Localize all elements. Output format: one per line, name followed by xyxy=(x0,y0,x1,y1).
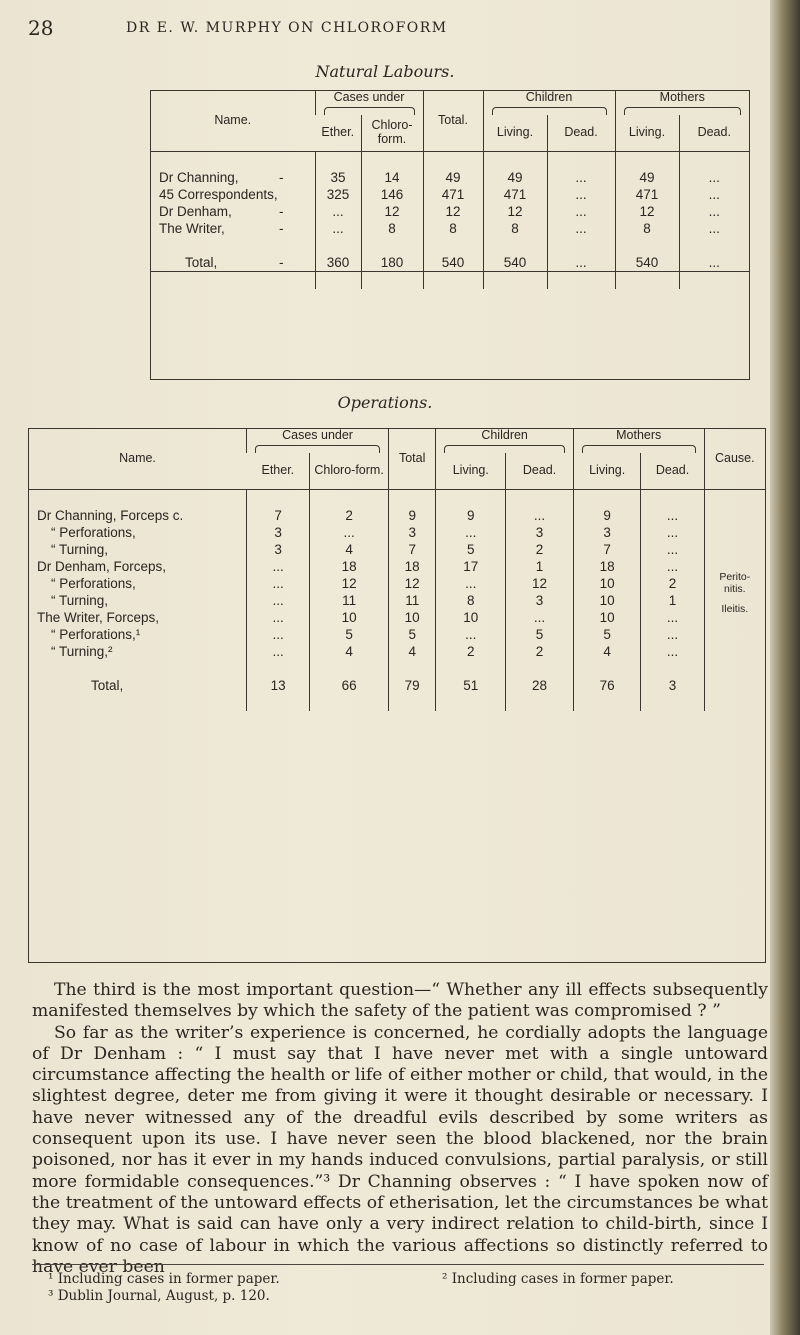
ether-cell: ... xyxy=(247,592,310,609)
spacer-cell xyxy=(506,489,574,507)
spacer-cell xyxy=(389,489,436,507)
table-row xyxy=(151,203,749,220)
spacer-cell xyxy=(704,694,765,711)
body-text xyxy=(32,980,768,1278)
leader-dash: - xyxy=(279,169,284,185)
spacer-cell xyxy=(615,237,679,254)
brace xyxy=(444,445,565,453)
children-dead-header: Dead. xyxy=(547,115,615,151)
ether-header: Ether. xyxy=(261,462,295,477)
row-name: “ Perforations, xyxy=(51,575,136,591)
row-name-text: Total, xyxy=(185,254,218,270)
table-row xyxy=(29,592,765,609)
leader-dash: - xyxy=(279,254,284,270)
spacer-cell xyxy=(389,660,436,677)
children-dead-cell: 28 xyxy=(506,677,574,694)
total-cell: 18 xyxy=(389,558,436,575)
spacer-cell xyxy=(423,271,483,289)
total-cell: 471 xyxy=(423,186,483,203)
spacer-cell xyxy=(436,694,506,711)
ether-cell: ... xyxy=(247,558,310,575)
children-living-cell: 12 xyxy=(483,203,547,220)
mothers-dead-cell: 1 xyxy=(641,592,704,609)
children-header: Children xyxy=(436,429,574,453)
total-row xyxy=(151,254,749,272)
row-name-text: The Writer, xyxy=(159,220,225,236)
page-edge xyxy=(770,0,800,1335)
row-name-text: 45 Correspondents, xyxy=(159,186,278,202)
spacer-cell xyxy=(315,271,361,289)
total-cell: 12 xyxy=(389,575,436,592)
spacer-cell xyxy=(704,489,765,507)
row-name xyxy=(151,186,315,203)
table-row xyxy=(151,169,749,186)
mothers-living-cell: 9 xyxy=(573,507,641,524)
row-name: “ Perforations,¹ xyxy=(51,626,141,642)
mothers-header: Mothers xyxy=(615,91,749,115)
mothers-living-cell: 5 xyxy=(573,626,641,643)
brace xyxy=(492,107,607,115)
chloroform-cell: 146 xyxy=(361,186,423,203)
children-living-cell: ... xyxy=(436,524,506,541)
mothers-living-header: Living. xyxy=(573,453,641,489)
total-cell: 5 xyxy=(389,626,436,643)
total-cell: 8 xyxy=(423,220,483,237)
children-living-cell: 17 xyxy=(436,558,506,575)
chloroform-header: Chloro-form. xyxy=(310,453,389,489)
spacer-cell xyxy=(573,660,641,677)
brace xyxy=(255,445,380,453)
cases-under-header: Cases under xyxy=(315,91,423,115)
spacer-cell xyxy=(247,660,310,677)
running-head xyxy=(28,16,748,42)
table-row xyxy=(151,220,749,237)
spacer-cell xyxy=(423,237,483,254)
children-living-header: Living. xyxy=(483,115,547,151)
chloroform-cell: 2 xyxy=(310,507,389,524)
total-cell: 9 xyxy=(389,507,436,524)
children-living-cell: 8 xyxy=(436,592,506,609)
spacer-cell xyxy=(247,694,310,711)
ether-cell: 35 xyxy=(315,169,361,186)
spacer-cell xyxy=(29,660,247,677)
spacer-cell xyxy=(310,489,389,507)
mothers-living-cell: 3 xyxy=(573,524,641,541)
row-name: Dr Channing, Forceps c. xyxy=(37,507,184,523)
row-name: “ Turning, xyxy=(51,592,109,608)
chloroform-cell: 14 xyxy=(361,169,423,186)
total-cell: 49 xyxy=(423,169,483,186)
ether-cell: ... xyxy=(247,626,310,643)
chloroform-cell: 66 xyxy=(310,677,389,694)
children-dead-cell: 12 xyxy=(506,575,574,592)
children-dead-cell: ... xyxy=(547,254,615,272)
spacer-cell xyxy=(361,271,423,289)
children-header: Children xyxy=(483,91,615,115)
brace xyxy=(324,107,415,115)
row-name: Dr Denham, Forceps, xyxy=(37,558,167,574)
ether-cell: ... xyxy=(247,575,310,592)
mothers-living-cell: 540 xyxy=(615,254,679,272)
mothers-dead-cell: ... xyxy=(641,609,704,626)
spacer-cell xyxy=(547,237,615,254)
natural-labours-table xyxy=(151,91,749,289)
children-dead-cell: 3 xyxy=(506,524,574,541)
cases-under-header: Cases under xyxy=(247,429,389,453)
spacer-cell xyxy=(151,271,315,289)
children-dead-cell: 3 xyxy=(506,592,574,609)
chloroform-cell: 5 xyxy=(310,626,389,643)
spacer-cell xyxy=(506,694,574,711)
children-dead-cell: 2 xyxy=(506,541,574,558)
mothers-header: Mothers xyxy=(573,429,704,453)
spacer-cell xyxy=(679,271,749,289)
page-number: 28 xyxy=(28,16,54,40)
chloroform-cell: 12 xyxy=(310,575,389,592)
children-dead-cell: ... xyxy=(506,507,574,524)
chloroform-cell: ... xyxy=(310,524,389,541)
chloroform-cell: 4 xyxy=(310,541,389,558)
brace xyxy=(624,107,742,115)
mothers-dead-cell: ... xyxy=(679,186,749,203)
children-dead-cell: 1 xyxy=(506,558,574,575)
children-living-cell: 471 xyxy=(483,186,547,203)
mothers-living-cell: 7 xyxy=(573,541,641,558)
cause-header: Cause. xyxy=(704,429,765,489)
children-dead-cell: ... xyxy=(547,186,615,203)
spacer-cell xyxy=(483,271,547,289)
footnote-rule xyxy=(32,1264,764,1265)
children-living-cell: 540 xyxy=(483,254,547,272)
col-name-header: Name. xyxy=(119,450,156,465)
children-living-cell: 2 xyxy=(436,643,506,660)
ether-cell: ... xyxy=(315,203,361,220)
row-name: Total, xyxy=(91,677,124,693)
mothers-living-cell: 10 xyxy=(573,575,641,592)
mothers-dead-cell: ... xyxy=(641,643,704,660)
row-name: “ Turning,² xyxy=(51,643,113,659)
row-name xyxy=(151,169,315,186)
row-name-text: Dr Channing, xyxy=(159,169,239,185)
mothers-living-cell: 10 xyxy=(573,592,641,609)
spacer-cell xyxy=(641,694,704,711)
children-dead-header: Dead. xyxy=(506,453,574,489)
spacer-cell xyxy=(483,237,547,254)
spacer-cell xyxy=(547,271,615,289)
total-cell: 4 xyxy=(389,643,436,660)
spacer-cell xyxy=(29,694,247,711)
table1-caption: Natural Labours. xyxy=(315,62,455,81)
total-cell: 12 xyxy=(423,203,483,220)
ether-cell: 360 xyxy=(315,254,361,272)
spacer-cell xyxy=(389,694,436,711)
row-name xyxy=(151,203,315,220)
spacer-cell xyxy=(310,694,389,711)
mothers-living-cell: 4 xyxy=(573,643,641,660)
footnote-2: ² Including cases in former paper. xyxy=(442,1271,674,1287)
cause-cell xyxy=(704,677,765,694)
row-name xyxy=(151,220,315,237)
spacer-cell xyxy=(641,660,704,677)
mothers-dead-cell: ... xyxy=(641,541,704,558)
children-dead-cell: 5 xyxy=(506,626,574,643)
footnotes xyxy=(48,1271,768,1305)
children-dead-cell: ... xyxy=(547,169,615,186)
row-name: “ Perforations, xyxy=(51,524,136,540)
table-row xyxy=(29,575,765,592)
mothers-dead-header: Dead. xyxy=(641,453,704,489)
spacer-cell xyxy=(615,271,679,289)
row-name xyxy=(151,254,315,272)
children-living-cell: 8 xyxy=(483,220,547,237)
table-row xyxy=(29,643,765,660)
spacer-cell xyxy=(641,489,704,507)
spacer-cell xyxy=(436,660,506,677)
mothers-living-cell: 471 xyxy=(615,186,679,203)
total-cell: 11 xyxy=(389,592,436,609)
total-cell: 540 xyxy=(423,254,483,272)
footnote-1: ¹ Including cases in former paper. xyxy=(48,1271,280,1287)
spacer-cell xyxy=(573,489,641,507)
spacer-cell xyxy=(247,489,310,507)
cause-2: Ileitis. xyxy=(721,602,749,615)
children-living-cell: 49 xyxy=(483,169,547,186)
mothers-living-cell: 10 xyxy=(573,609,641,626)
mothers-dead-cell: 3 xyxy=(641,677,704,694)
mothers-dead-cell: ... xyxy=(679,254,749,272)
children-dead-cell: ... xyxy=(547,220,615,237)
table-row xyxy=(29,609,765,626)
spacer-cell xyxy=(315,237,361,254)
operations-table xyxy=(29,429,765,711)
mothers-dead-cell: ... xyxy=(641,626,704,643)
ether-cell: 325 xyxy=(315,186,361,203)
paragraph: The third is the most important question—“ Whether any ill effects subsequently manifested themselves by which the safety of the patient was compromised ? ” xyxy=(32,980,768,1022)
row-name-text: Dr Denham, xyxy=(159,203,232,219)
chloroform-cell: 18 xyxy=(310,558,389,575)
mothers-dead-cell: ... xyxy=(641,524,704,541)
children-living-cell: ... xyxy=(436,626,506,643)
chloroform-cell: 8 xyxy=(361,220,423,237)
children-living-cell: 51 xyxy=(436,677,506,694)
spacer-cell xyxy=(436,489,506,507)
table-row xyxy=(29,507,765,524)
table2-caption: Operations. xyxy=(337,393,433,412)
ether-cell: 3 xyxy=(247,524,310,541)
chloroform-cell: 180 xyxy=(361,254,423,272)
chloroform-cell: 10 xyxy=(310,609,389,626)
ether-cell: ... xyxy=(247,609,310,626)
children-living-cell: ... xyxy=(436,575,506,592)
ether-cell: ... xyxy=(247,643,310,660)
spacer-cell xyxy=(151,237,315,254)
mothers-living-cell: 18 xyxy=(573,558,641,575)
mothers-dead-cell: ... xyxy=(641,558,704,575)
row-name: “ Turning, xyxy=(51,541,109,557)
table-row xyxy=(29,541,765,558)
ether-cell: ... xyxy=(315,220,361,237)
leader-dash: - xyxy=(279,220,284,236)
chloroform-cell: 12 xyxy=(361,203,423,220)
total-cell: 79 xyxy=(389,677,436,694)
ether-cell: 7 xyxy=(247,507,310,524)
spacer-cell xyxy=(506,660,574,677)
mothers-living-cell: 12 xyxy=(615,203,679,220)
col-name-header: Name. xyxy=(151,91,315,151)
chloroform-cell: 11 xyxy=(310,592,389,609)
cause-cell xyxy=(704,507,765,677)
spacer-cell xyxy=(29,489,247,507)
children-dead-cell: ... xyxy=(506,609,574,626)
mothers-living-cell: 49 xyxy=(615,169,679,186)
total-cell: 10 xyxy=(389,609,436,626)
ether-cell: 3 xyxy=(247,541,310,558)
total-row xyxy=(29,677,765,694)
paragraph: So far as the writer’s experience is concerned, he cordially adopts the language of Dr Denham : “ I must say that I have never met with a single untoward circumstance affecting the health or life of either mother or child, that would, in the slightest degree, deter me from giving it were it thought desirable or necessary. I have never witnessed any of the dreadful evils described by some writers as consequent upon its use. I have never seen the blood blackened, nor the brain poisoned, nor has it ever in my hands induced convulsions, partial paralysis, or still more formidable consequences.”³ Dr Channing observes : “ I have spoken now of the treatment of the untoward effects of etherisation, let the circumstances be what they may. What is said can have only a very indirect relation to child-birth, since I know of no case of labour in which the various affections so distinctly referred to have ever been xyxy=(32,1022,768,1277)
mothers-dead-cell: 2 xyxy=(641,575,704,592)
spacer-cell xyxy=(310,660,389,677)
table-row xyxy=(29,524,765,541)
cause-1: Perito-nitis. xyxy=(719,570,751,595)
running-title: DR E. W. MURPHY ON CHLOROFORM xyxy=(126,20,448,36)
table-row xyxy=(29,558,765,575)
mothers-living-cell: 8 xyxy=(615,220,679,237)
mothers-dead-cell: ... xyxy=(679,203,749,220)
footnote-3: ³ Dublin Journal, August, p. 120. xyxy=(48,1288,270,1304)
mothers-living-header: Living. xyxy=(615,115,679,151)
ether-header: Ether. xyxy=(321,124,355,139)
total-cell: 7 xyxy=(389,541,436,558)
table-row xyxy=(151,186,749,203)
total-header: Total. xyxy=(423,91,483,151)
total-header: Total xyxy=(389,429,436,489)
children-living-cell: 9 xyxy=(436,507,506,524)
spacer-cell xyxy=(361,237,423,254)
children-living-cell: 5 xyxy=(436,541,506,558)
mothers-dead-cell: ... xyxy=(679,220,749,237)
children-living-cell: 10 xyxy=(436,609,506,626)
children-dead-cell: 2 xyxy=(506,643,574,660)
children-dead-cell: ... xyxy=(547,203,615,220)
children-living-header: Living. xyxy=(436,453,506,489)
spacer-cell xyxy=(679,237,749,254)
spacer-cell xyxy=(573,694,641,711)
row-name: The Writer, Forceps, xyxy=(37,609,160,625)
mothers-living-cell: 76 xyxy=(573,677,641,694)
total-cell: 3 xyxy=(389,524,436,541)
brace xyxy=(582,445,696,453)
chloroform-header: Chloro-form. xyxy=(361,115,423,151)
ether-cell: 13 xyxy=(247,677,310,694)
mothers-dead-cell: ... xyxy=(641,507,704,524)
table-row xyxy=(29,626,765,643)
mothers-dead-cell: ... xyxy=(679,169,749,186)
leader-dash: - xyxy=(279,203,284,219)
mothers-dead-header: Dead. xyxy=(679,115,749,151)
chloroform-cell: 4 xyxy=(310,643,389,660)
